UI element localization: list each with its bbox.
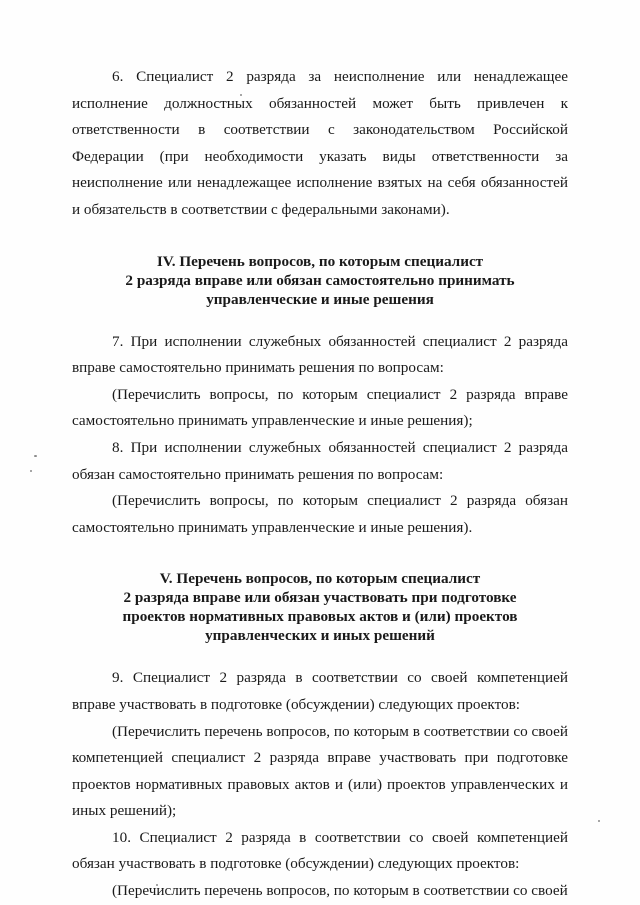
paragraph-10: 10. Специалист 2 разряда в соответствии со своей компетенцией обязан участвовать в подготовке (обсуждении) следующих проектов: [72, 828, 568, 873]
paragraph-9: 9. Специалист 2 разряда в соответствии со своей компетенцией вправе участвовать в подготовке (обсуждении) следующих проектов: [72, 669, 568, 713]
section-heading-line: управленческие и иные решения [206, 290, 434, 308]
section-heading-5 [72, 569, 568, 645]
scan-speck [34, 455, 37, 457]
paragraph-8: 8. При исполнении служебных обязанностей специалист 2 разряда обязан самостоятельно принимать решения по вопросам: [72, 438, 568, 483]
section-heading-4 [72, 252, 568, 309]
paragraph-7: 7. При исполнении служебных обязанностей специалист 2 разряда вправе самостоятельно принимать решения по вопросам: [72, 332, 568, 377]
section-heading-line: IV. Перечень вопросов, по которым специалист [156, 252, 484, 270]
scan-speck [30, 470, 32, 472]
paragraph-8-note: (Перечислить вопросы, по которым специалист 2 разряда обязан самостоятельно принимать управленческие и иные решения). [72, 492, 568, 536]
section-heading-line: 2 разряда вправе или обязан участвовать при подготовке [123, 589, 517, 607]
paragraph-10-note: (Перечислить перечень вопросов, по которым в соответствии со своей [112, 882, 568, 900]
document-body [72, 64, 568, 905]
section-heading-line: управленческих и иных решений [205, 627, 435, 645]
section-heading-line: проектов нормативных правовых актов и (или) проектов [122, 608, 518, 626]
section-heading-line: V. Перечень вопросов, по которым специалист [159, 570, 481, 588]
paragraph-9-note: (Перечислить перечень вопросов, по которым в соответствии со своей компетенцией специалист 2 разряда вправе участвовать при подготовке проектов нормативных правовых актов и (или) проектов управленческих и иных решений); [72, 722, 568, 820]
scan-speck [598, 820, 600, 822]
section-heading-line: 2 разряда вправе или обязан самостоятельно принимать [125, 271, 515, 289]
paragraph-6: 6. Специалист 2 разряда за неисполнение или ненадлежащее исполнение должностных обязанностей может быть привлечен к ответственности в соответствии с законодательством Российской Федерации (при необходимости указать виды ответственности за неисполнение или ненадлежащее исполнение взятых на себя обязанностей и обязательств в соответствии с федеральными законами). [72, 68, 568, 218]
paragraph-7-note: (Перечислить вопросы, по которым специалист 2 разряда вправе самостоятельно принимать управленческие и иные решения); [72, 385, 568, 430]
